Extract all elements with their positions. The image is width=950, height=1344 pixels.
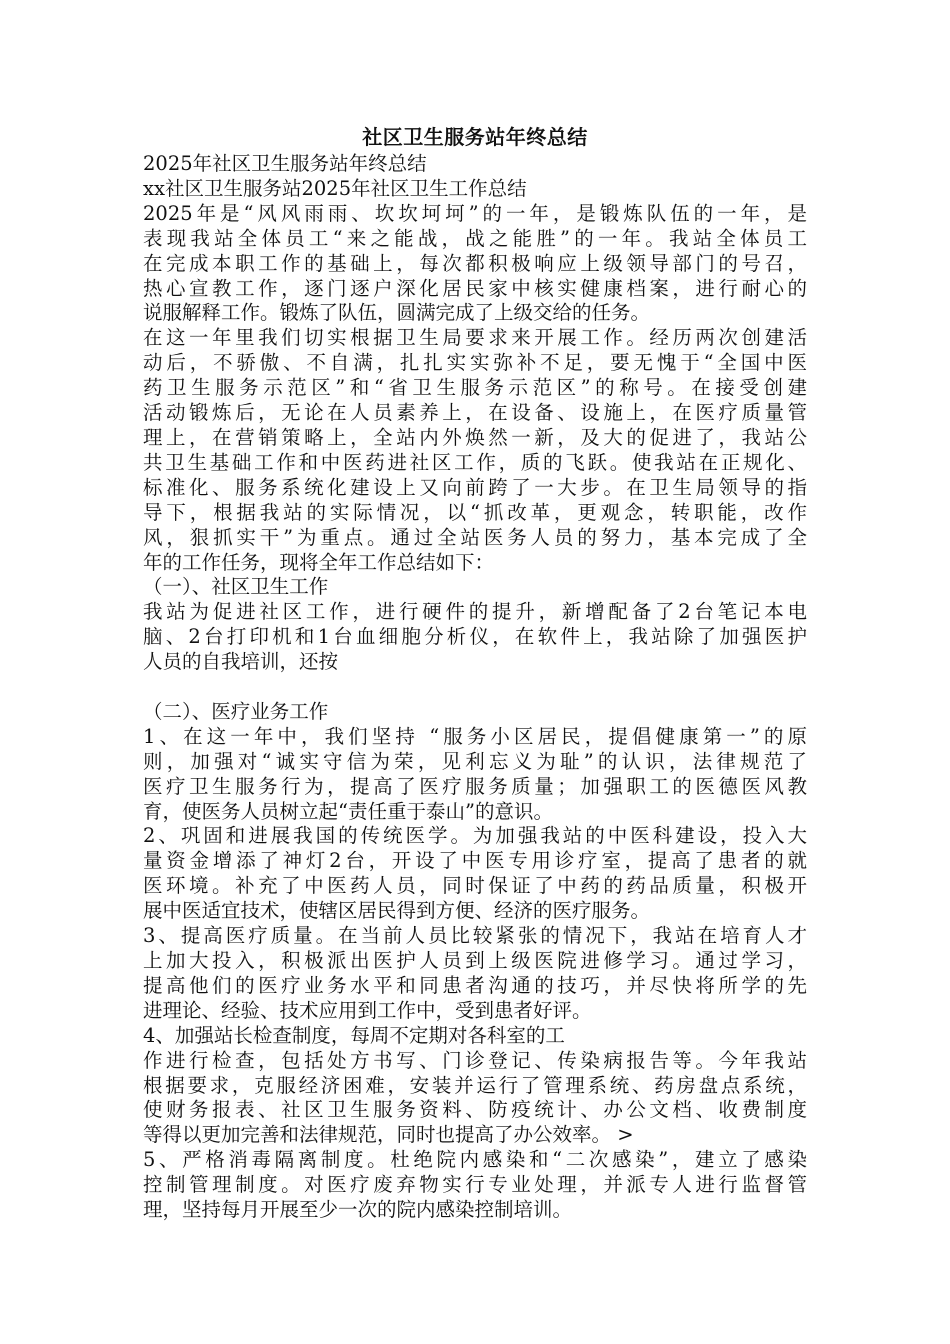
item-5-paragraph: [143, 1148, 807, 1223]
text-line: 理上，在营销策略上，全站内外焕然一新，及大的促进了，我站公: [143, 425, 807, 449]
text-line: 年的工作任务，现将全年工作总结如下：: [143, 550, 495, 574]
text-line: 等得以更加完善和法律规范，同时也提高了办公效率。 >: [143, 1123, 634, 1147]
section-heading-medical: （二）、医疗业务工作: [143, 699, 329, 723]
text-line: 活动锻炼后，无论在人员素养上，在设备、设施上，在医疗质量管: [143, 401, 807, 425]
blank-line: [143, 675, 807, 700]
item-4-paragraph: [143, 1024, 807, 1149]
text-line: 根据要求，克服经济困难，安装并运行了管理系统、药房盘点系统，: [143, 1073, 807, 1097]
text-line: 5、严格消毒隔离制度。杜绝院内感染和“二次感染”，建立了感染: [143, 1148, 807, 1172]
text-line: 作进行检查，包括处方书写、门诊登记、传染病报告等。今年我站: [143, 1048, 807, 1072]
text-line: 在完成本职工作的基础上，每次都积极响应上级领导部门的号召，: [143, 251, 807, 275]
community-paragraph: [143, 600, 807, 675]
text-line: 表现我站全体员工“来之能战，战之能胜”的一年。我站全体员工: [143, 226, 807, 250]
text-line: 我站为促进社区工作，进行硬件的提升，新增配备了2台笔记本电: [143, 600, 807, 624]
document-title: 社区卫生服务站年终总结: [362, 125, 588, 149]
text-line: 动后，不骄傲、不自满，扎扎实实弥补不足，要无愧于“全国中医: [143, 351, 807, 375]
subtitle-line: xx社区卫生服务站2025年社区卫生工作总结: [143, 176, 527, 200]
text-line: 育，使医务人员树立起“责任重于泰山”的意识。: [143, 799, 553, 823]
text-line: 药卫生服务示范区”和“省卫生服务示范区”的称号。在接受创建: [143, 376, 807, 400]
work-paragraph: [143, 326, 807, 575]
subtitle-line: 2025年社区卫生服务站年终总结: [143, 152, 427, 175]
text-line: 提高他们的医疗业务水平和同患者沟通的技巧，并尽快将所学的先: [143, 973, 807, 997]
item-3-paragraph: [143, 924, 807, 1024]
text-line: 热心宣教工作，逐门逐户深化居民家中核实健康档案，进行耐心的: [143, 276, 807, 300]
text-line: 2025年是“风风雨雨、坎坎坷坷”的一年，是锻炼队伍的一年，是: [143, 201, 807, 225]
text-line: 标准化、服务系统化建设上又向前跨了一大步。在卫生局领导的指: [143, 475, 807, 499]
text-line: 使财务报表、社区卫生服务资料、防疫统计、办公文档、收费制度: [143, 1098, 807, 1122]
text-line: 人员的自我培训，还按: [143, 650, 339, 674]
text-line: 上加大投入，积极派出医护人员到上级医院进修学习。通过学习，: [143, 948, 807, 972]
text-line: 展中医适宜技术，使辖区居民得到方便、经济的医疗服务。: [143, 899, 651, 923]
text-line: 进理论、经验、技术应用到工作中，受到患者好评。: [143, 998, 592, 1022]
text-line: 导下，根据我站的实际情况，以“抓改革，更观念，转职能，改作: [143, 500, 807, 524]
text-line: 3、提高医疗质量。在当前人员比较紧张的情况下，我站在培育人才: [143, 924, 807, 948]
text-line: 医疗卫生服务行为，提高了医疗服务质量；加强职工的医德医风教: [143, 774, 807, 798]
text-line: 脑、2台打印机和1台血细胞分析仪，在软件上，我站除了加强医护: [143, 625, 807, 649]
intro-paragraph: [143, 202, 807, 327]
text-line: 2、巩固和进展我国的传统医学。为加强我站的中医科建设，投入大: [143, 824, 807, 848]
text-line: 则，加强对“诚实守信为荣，见利忘义为耻”的认识，法律规范了: [143, 749, 807, 773]
text-line: 1、在这一年中，我们坚持 “服务小区居民，提倡健康第一”的原: [143, 724, 807, 748]
text-line: 4、加强站长检查制度，每周不定期对各科室的工: [143, 1023, 565, 1047]
text-line: 共卫生基础工作和中医药进社区工作，质的飞跃。使我站在正规化、: [143, 450, 807, 474]
item-2-paragraph: [143, 824, 807, 924]
text-line: 说服解释工作。锻炼了队伍，圆满完成了上级交给的任务。: [143, 301, 651, 325]
item-1-paragraph: [143, 725, 807, 825]
text-line: 风，狠抓实干”为重点。通过全站医务人员的努力，基本完成了全: [143, 525, 807, 549]
section-heading-community: （一）、社区卫生工作: [143, 575, 329, 599]
text-line: 在这一年里我们切实根据卫生局要求来开展工作。经历两次创建活: [143, 326, 807, 350]
text-line: 量资金增添了神灯2台，开设了中医专用诊疗室，提高了患者的就: [143, 849, 807, 873]
text-line: 理，坚持每月开展至少一次的院内感染控制培训。: [143, 1198, 573, 1222]
document-page: [143, 122, 807, 1223]
text-line: 医环境。补充了中医药人员，同时保证了中药的药品质量，积极开: [143, 874, 807, 898]
text-line: 控制管理制度。对医疗废弃物实行专业处理，并派专人进行监督管: [143, 1173, 807, 1197]
